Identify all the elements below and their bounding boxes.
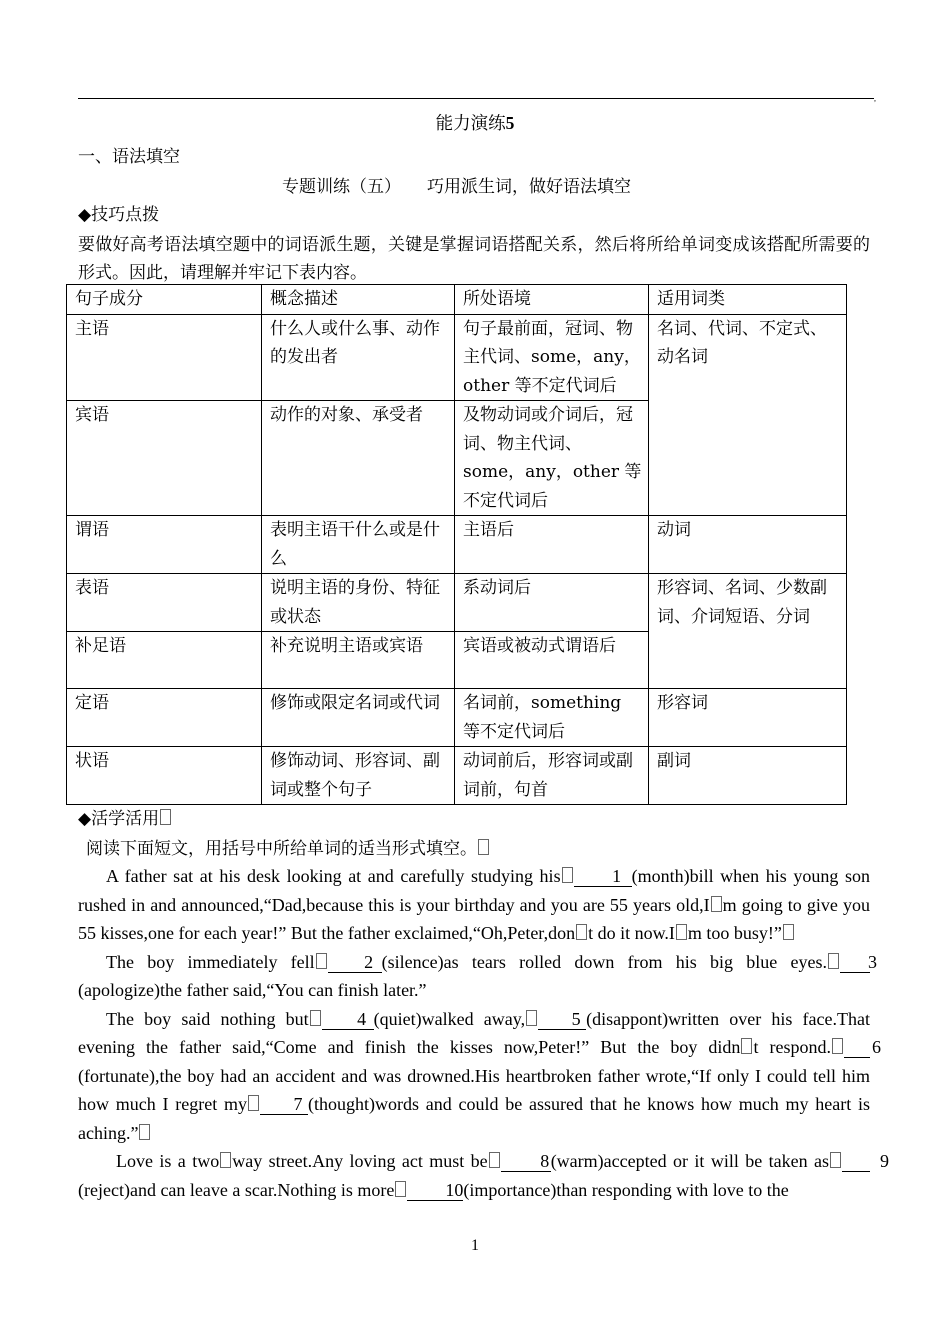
table-cell: 系动词后 <box>455 574 649 632</box>
practice-heading: ◆活学活用 <box>78 808 172 830</box>
page-number: 1 <box>471 1237 479 1254</box>
table-cell: 补充说明主语或宾语 <box>262 632 455 689</box>
skills-heading: ◆技巧点拨 <box>78 205 160 225</box>
passage-paragraph: Love is a two way street.Any loving act must be 8(warm)accepted or it will be taken as 9(reject)and can leave a scar.Nothing is more 10(importance)than responding with love to the <box>78 1151 889 1200</box>
topic-title: 专题训练（五） 巧用派生词，做好语法填空 <box>282 177 631 197</box>
missing-glyph-icon <box>741 1038 752 1054</box>
passage-paragraph: The boy immediately fell 2 (silence)as tears rolled down from his big blue eyes. 3(apologize)the father said,“You can finish later.” <box>78 951 877 1000</box>
answer-blank[interactable]: 6 <box>844 1037 870 1058</box>
table-cell: 名词前，something 等不定代词后 <box>455 689 649 747</box>
table-cell: 主语后 <box>455 516 649 574</box>
intro-paragraph: 要做好高考语法填空题中的词语派生题，关键是掌握词语搭配关系，然后将所给单词变成该搭配所需要的形式。因此，请理解并牢记下表内容。 <box>78 235 870 283</box>
missing-glyph-icon <box>248 1095 259 1111</box>
grammar-table <box>66 284 847 805</box>
table-row <box>67 314 847 401</box>
missing-glyph-icon <box>139 1124 150 1140</box>
table-row <box>67 516 847 574</box>
missing-glyph-icon <box>711 896 722 912</box>
missing-glyph-icon <box>489 1152 500 1168</box>
table-cell: 表明主语干什么或是什么 <box>262 516 455 574</box>
missing-glyph-icon <box>395 1181 406 1197</box>
table-cell: 动词前后，形容词或副词前，句首 <box>455 747 649 805</box>
missing-glyph-icon <box>562 867 573 883</box>
table-header-cell: 所处语境 <box>455 285 649 315</box>
answer-blank[interactable]: 4 <box>322 1009 374 1030</box>
table-cell: 补足语 <box>67 632 262 689</box>
reading-passage <box>78 862 889 1204</box>
missing-glyph-icon <box>310 1010 321 1026</box>
table-header-row <box>67 285 847 315</box>
passage-paragraph: A father sat at his desk looking at and carefully studying his 1 (month)bill when his young son rushed in and announced,“Dad,because this is your birthday and you are 55 years old,I m going to give you 55 kisses,one for each year!” But the father exclaimed,“Oh,Peter,don t do it now.I m too busy!” <box>78 866 870 943</box>
answer-blank[interactable]: 7 <box>260 1094 308 1115</box>
missing-glyph-icon <box>316 953 327 969</box>
passage-paragraph: The boy said nothing but 4 (quiet)walked away, 5 (disappont)written over his face.That evening the father said,“Come and finish the kisses now,Peter!” But the boy didn t respond. 6(fortunate),the boy had an accident and was drowned.His heartbroken father wrote,“If only I could tell him how much I regret my 7 (thought)words and could be assured that he knows how much my heart is aching.” <box>78 1008 881 1143</box>
page-title: 能力演练5 <box>435 113 515 134</box>
missing-glyph-icon <box>832 1038 843 1054</box>
table-row <box>67 747 847 805</box>
table-cell: 谓语 <box>67 516 262 574</box>
missing-glyph-icon <box>526 1010 537 1026</box>
table-cell: 及物动词或介词后，冠词、物主代词、some，any，other 等不定代词后 <box>455 401 649 516</box>
answer-blank[interactable]: 2 <box>328 952 382 973</box>
table-cell: 句子最前面，冠词、物主代词、some，any，other 等不定代词后 <box>455 314 649 401</box>
missing-glyph-icon <box>828 953 839 969</box>
missing-glyph-icon <box>783 924 794 940</box>
instruction-line: 阅读下面短文，用括号中所给单词的适当形式填空。 <box>86 838 490 860</box>
table-cell: 形容词 <box>649 689 847 747</box>
table-header-cell: 句子成分 <box>67 285 262 315</box>
table-cell: 修饰动词、形容词、副词或整个句子 <box>262 747 455 805</box>
answer-blank[interactable]: 3 <box>840 952 870 973</box>
missing-glyph-icon <box>576 924 587 940</box>
table-cell: 名词、代词、不定式、动名词 <box>649 314 847 516</box>
answer-blank[interactable]: 10 <box>407 1180 463 1201</box>
table-cell: 主语 <box>67 314 262 401</box>
table-cell: 形容词、名词、少数副词、介词短语、分词 <box>649 574 847 689</box>
header-rule-mark: , <box>874 94 876 103</box>
missing-glyph-icon <box>160 809 171 825</box>
answer-blank[interactable]: 1 <box>574 866 632 887</box>
table-cell: 修饰或限定名词或代词 <box>262 689 455 747</box>
table-cell: 副词 <box>649 747 847 805</box>
missing-glyph-icon <box>220 1152 231 1168</box>
table-row <box>67 574 847 632</box>
table-header-cell: 概念描述 <box>262 285 455 315</box>
table-cell: 状语 <box>67 747 262 805</box>
table-cell: 动词 <box>649 516 847 574</box>
table-row <box>67 689 847 747</box>
answer-blank[interactable]: 5 <box>538 1009 586 1030</box>
section-heading: 一、语法填空 <box>78 147 180 167</box>
table-cell: 宾语 <box>67 401 262 516</box>
table-cell: 定语 <box>67 689 262 747</box>
answer-blank[interactable]: 8 <box>501 1151 551 1172</box>
table-cell: 宾语或被动式谓语后 <box>455 632 649 689</box>
header-rule <box>78 98 874 99</box>
table-cell: 动作的对象、承受者 <box>262 401 455 516</box>
missing-glyph-icon <box>676 924 687 940</box>
missing-glyph-icon <box>830 1152 841 1168</box>
missing-glyph-icon <box>478 839 489 855</box>
table-cell: 说明主语的身份、特征或状态 <box>262 574 455 632</box>
answer-blank[interactable]: 9 <box>842 1151 870 1172</box>
table-cell: 什么人或什么事、动作的发出者 <box>262 314 455 401</box>
table-header-cell: 适用词类 <box>649 285 847 315</box>
table-cell: 表语 <box>67 574 262 632</box>
